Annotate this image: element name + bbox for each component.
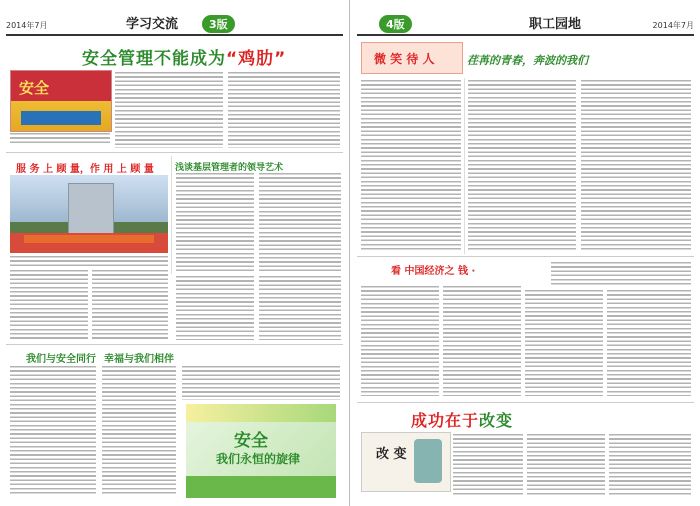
photo-caption-text <box>10 133 110 145</box>
reform-photo <box>361 432 451 492</box>
service-article-col2 <box>92 270 168 340</box>
title-smile: 微 笑 待 人 <box>374 52 435 66</box>
right-page-date: 2014年7月 <box>652 21 694 30</box>
safety-banner <box>186 404 336 498</box>
left-headline-prefix: 安全管理不能成为 <box>82 49 226 69</box>
safety-banner-line1: 安全 <box>234 431 268 451</box>
happiness-article-col1 <box>102 366 176 496</box>
left-page-header <box>6 8 343 36</box>
right-page-header <box>357 8 694 36</box>
china-article-col1 <box>361 286 439 396</box>
youth-article-col2 <box>581 80 691 252</box>
left-page-column: 学习交流 <box>126 17 179 32</box>
right-page <box>351 0 700 506</box>
smile-article <box>361 80 461 252</box>
china-article-intro <box>551 262 691 286</box>
happiness-article-col2 <box>182 366 340 400</box>
service-article-col1 <box>10 270 88 340</box>
section-title-service: 服 务 上 顾 量，作 用 上 顾 量 <box>16 164 154 175</box>
section-title-leadership: 浅谈基层管理者的领导艺术 <box>175 163 284 173</box>
headline-article-col2 <box>115 72 223 148</box>
left-headline-quoted: “鸡肋” <box>226 49 287 69</box>
safety-photo-caption: 安全 <box>19 79 50 97</box>
leadership-article-col2 <box>259 173 341 271</box>
leadership-article-col3 <box>176 276 254 340</box>
reform-article-col1 <box>453 434 523 496</box>
left-headline <box>82 44 286 69</box>
right-page-column: 职工园地 <box>529 17 582 32</box>
title-china-economy: 看 中国经济之 钱 · <box>391 266 476 277</box>
title-youth: 荏苒的青春，奔波的我们 <box>467 54 588 67</box>
section-title-happiness: 幸福与我们相伴 <box>104 354 174 365</box>
reform-article-col3 <box>609 434 691 496</box>
safety-photo <box>10 70 112 132</box>
left-page-edition-badge: 3版 <box>202 15 235 33</box>
reform-article-col2 <box>527 434 605 496</box>
safety-banner-line2: 我们永恒的旋律 <box>216 452 301 466</box>
right-page-edition-badge: 4版 <box>379 15 412 33</box>
headline-article-col3 <box>228 72 340 148</box>
service-photo <box>10 175 168 253</box>
smile-title-box <box>361 42 463 74</box>
service-photo-caption <box>10 256 168 266</box>
leadership-article-col1 <box>176 173 254 271</box>
youth-article-col1 <box>468 80 576 252</box>
leadership-article-col4 <box>259 276 341 340</box>
china-article-col3 <box>525 290 603 396</box>
safety-together-article <box>10 366 96 496</box>
reform-photo-caption: 改 变 <box>376 447 407 462</box>
china-article-col4 <box>607 290 691 396</box>
title-reform-accent: 改变 <box>479 411 514 430</box>
section-title-safety-together: 我们与安全同行 <box>26 354 96 365</box>
china-article-col2 <box>443 286 521 396</box>
title-reform-main: 成功在于 <box>411 411 480 430</box>
left-page-date: 2014年7月 <box>6 21 48 30</box>
title-reform <box>411 408 513 431</box>
